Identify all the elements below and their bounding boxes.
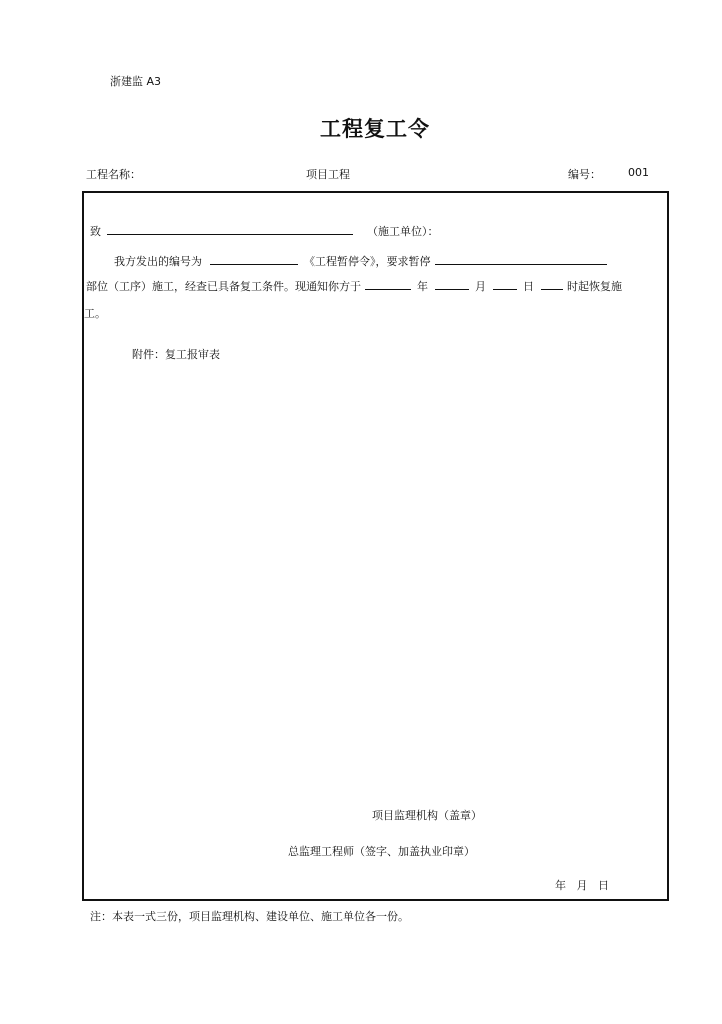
project-name-value: 项目工程 [306,168,350,181]
number-label: 编号： [568,168,601,181]
supervision-org-signature: 项目监理机构（盖章） [372,809,482,822]
footer-note: 注：本表一式三份，项目监理机构、建设单位、施工单位各一份。 [90,910,409,923]
year-blank[interactable] [365,277,411,290]
form-code: 浙建监 A3 [110,75,162,88]
attachment-note: 附件：复工报审表 [132,348,220,361]
day-label: 日 [523,280,534,293]
notice-line-2 [86,277,622,294]
chief-engineer-signature: 总监理工程师（签字、加盖执业印章） [288,845,475,858]
recipient-blank[interactable] [107,222,353,235]
signature-date: 年 月 日 [555,879,609,892]
project-name-label: 工程名称： [86,168,141,181]
year-label: 年 [417,280,428,293]
line1-text-b: 《工程暂停令》，要求暂停 [304,255,431,268]
notice-line-3: 工。 [84,307,106,320]
notice-line-1 [114,252,611,269]
line2-text-end: 时起恢复施 [567,280,622,293]
month-label: 月 [475,280,486,293]
hour-blank[interactable] [541,277,563,290]
number-value: 001 [628,166,649,179]
order-number-blank[interactable] [210,252,298,265]
day-blank[interactable] [493,277,517,290]
form-content-box [82,191,669,901]
recipient-line [90,222,439,239]
page-title: 工程复工令 [320,117,430,141]
to-suffix: （施工单位）： [367,225,439,238]
line1-text-a: 我方发出的编号为 [114,255,202,268]
month-blank[interactable] [435,277,469,290]
to-prefix: 致 [90,225,101,238]
suspended-part-blank[interactable] [435,252,607,265]
line2-text-a: 部位（工序）施工，经查已具备复工条件。现通知你方于 [86,280,361,293]
